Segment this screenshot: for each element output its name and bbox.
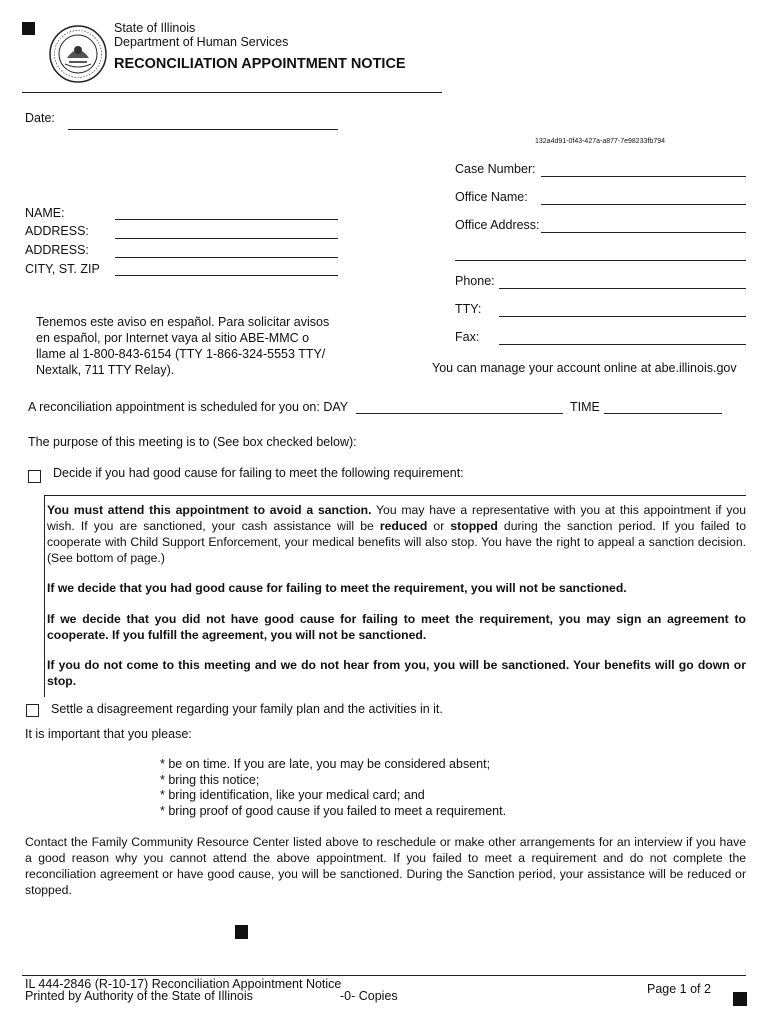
reduced-word: reduced	[379, 519, 428, 533]
family-plan-checkbox[interactable]	[26, 704, 39, 717]
page-title: RECONCILIATION APPOINTMENT NOTICE	[114, 56, 406, 72]
or-word: or	[427, 519, 451, 533]
address2-field[interactable]	[115, 257, 338, 258]
office-name-label: Office Name:	[455, 190, 528, 204]
address1-label: ADDRESS:	[25, 224, 89, 238]
list-item: * bring identification, like your medical card; and	[160, 788, 425, 802]
city-state-zip-field[interactable]	[115, 275, 338, 276]
office-address-field-2[interactable]	[455, 260, 746, 261]
online-account-text: You can manage your account online at abe.illinois.gov	[432, 361, 737, 375]
spanish-line-1: Tenemos este aviso en español. Para solicitar avisos	[36, 315, 330, 329]
section-divider	[44, 495, 746, 496]
sanction-bold-lead: You must attend this appointment to avoid a sanction.	[47, 503, 372, 517]
phone-field[interactable]	[499, 288, 746, 289]
appointment-day-label: A reconciliation appointment is scheduled for you on: DAY	[28, 400, 349, 414]
good-cause-checkbox[interactable]	[28, 470, 41, 483]
sanction-text-a: You may have a representative with you at this appointment if you wish. If you are sanctioned, your cash assistance will be	[47, 503, 746, 533]
document-id: 132a4d91-0f43-427a-a877-7e98233fb794	[535, 138, 666, 145]
sanction-paragraph	[47, 502, 746, 566]
registration-mark-bottom-right	[733, 992, 747, 1006]
office-name-field[interactable]	[541, 204, 746, 205]
purpose-intro: The purpose of this meeting is to (See box checked below):	[28, 435, 357, 449]
section-left-bar	[44, 495, 45, 697]
printed-by: Printed by Authority of the State of Illinois	[25, 989, 253, 1003]
registration-mark-top-left	[22, 22, 35, 35]
good-cause-paragraph: If we decide that you had good cause for failing to meet the requirement, you will not be sanctioned.	[47, 581, 627, 595]
no-good-cause-paragraph: If we decide that you did not have good cause for failing to meet the requirement, you may sign an agreement to cooperate. If you fulfill the agreement, you will not be sanctioned.	[47, 612, 746, 642]
name-field[interactable]	[115, 219, 338, 220]
family-plan-label: Settle a disagreement regarding your family plan and the activities in it.	[51, 702, 443, 716]
list-item: * be on time. If you are late, you may be considered absent;	[160, 757, 491, 771]
tty-label: TTY:	[455, 302, 482, 316]
address1-field[interactable]	[115, 238, 338, 239]
list-item: * bring this notice;	[160, 772, 260, 787]
footer-divider	[22, 975, 746, 976]
page-number: Page 1 of 2	[647, 982, 711, 996]
fax-label: Fax:	[455, 330, 480, 344]
office-address-label: Office Address:	[455, 218, 540, 232]
office-address-field-1[interactable]	[541, 232, 746, 233]
stopped-word: stopped	[450, 519, 498, 533]
state-name: State of Illinois	[114, 21, 196, 35]
no-show-paragraph: If you do not come to this meeting and we do not hear from you, you will be sanctioned. Your benefits will go down or stop.	[47, 658, 746, 688]
header-divider	[22, 92, 442, 93]
appointment-time-label: TIME	[570, 400, 600, 414]
registration-mark-mid	[235, 925, 248, 939]
name-label: NAME:	[25, 206, 65, 220]
case-number-label: Case Number:	[455, 162, 536, 176]
date-field[interactable]	[68, 129, 338, 130]
case-number-field[interactable]	[541, 176, 746, 177]
department-name: Department of Human Services	[114, 35, 289, 49]
good-cause-label: Decide if you had good cause for failing to meet the following requirement:	[53, 466, 464, 480]
phone-label: Phone:	[455, 274, 495, 288]
date-label: Date:	[25, 111, 55, 125]
tty-field[interactable]	[499, 316, 746, 317]
important-list	[160, 757, 506, 819]
form-id: IL 444-2846 (R-10-17) Reconciliation Appointment Notice	[25, 977, 342, 991]
copies: -0- Copies	[340, 989, 398, 1003]
list-item: * bring proof of good cause if you failed to meet a requirement.	[160, 803, 507, 818]
spanish-line-3: llame al 1-800-843-6154 (TTY 1-866-324-5553 TTY/	[36, 347, 326, 361]
address2-label: ADDRESS:	[25, 243, 89, 257]
appointment-day-field[interactable]	[356, 413, 563, 414]
appointment-time-field[interactable]	[604, 413, 722, 414]
city-state-zip-label: CITY, ST. ZIP	[25, 262, 100, 276]
fax-field[interactable]	[499, 344, 746, 345]
spanish-notice	[36, 314, 329, 378]
illinois-state-seal	[47, 24, 109, 84]
sanction-text-b: during the sanction period. If you failed to cooperate with Child Support Enforcement, your medical benefits will also stop. You have the right to appeal a sanction decision. (See bottom of page.)	[47, 519, 747, 565]
contact-paragraph: Contact the Family Community Resource Center listed above to reschedule or make other arrangements for an interview if you have a good reason why you cannot attend the above appointment. If you failed to meet a requirement and do not complete the reconciliation agreement or have good cause, you will be sanctioned. During the Sanction period, your assistance will be reduced or stopped.	[25, 835, 746, 897]
spanish-line-2: en español, por Internet vaya al sitio ABE-MMC o	[36, 331, 310, 345]
spanish-line-4: Nextalk, 711 TTY Relay).	[36, 363, 175, 377]
important-intro: It is important that you please:	[25, 727, 192, 741]
